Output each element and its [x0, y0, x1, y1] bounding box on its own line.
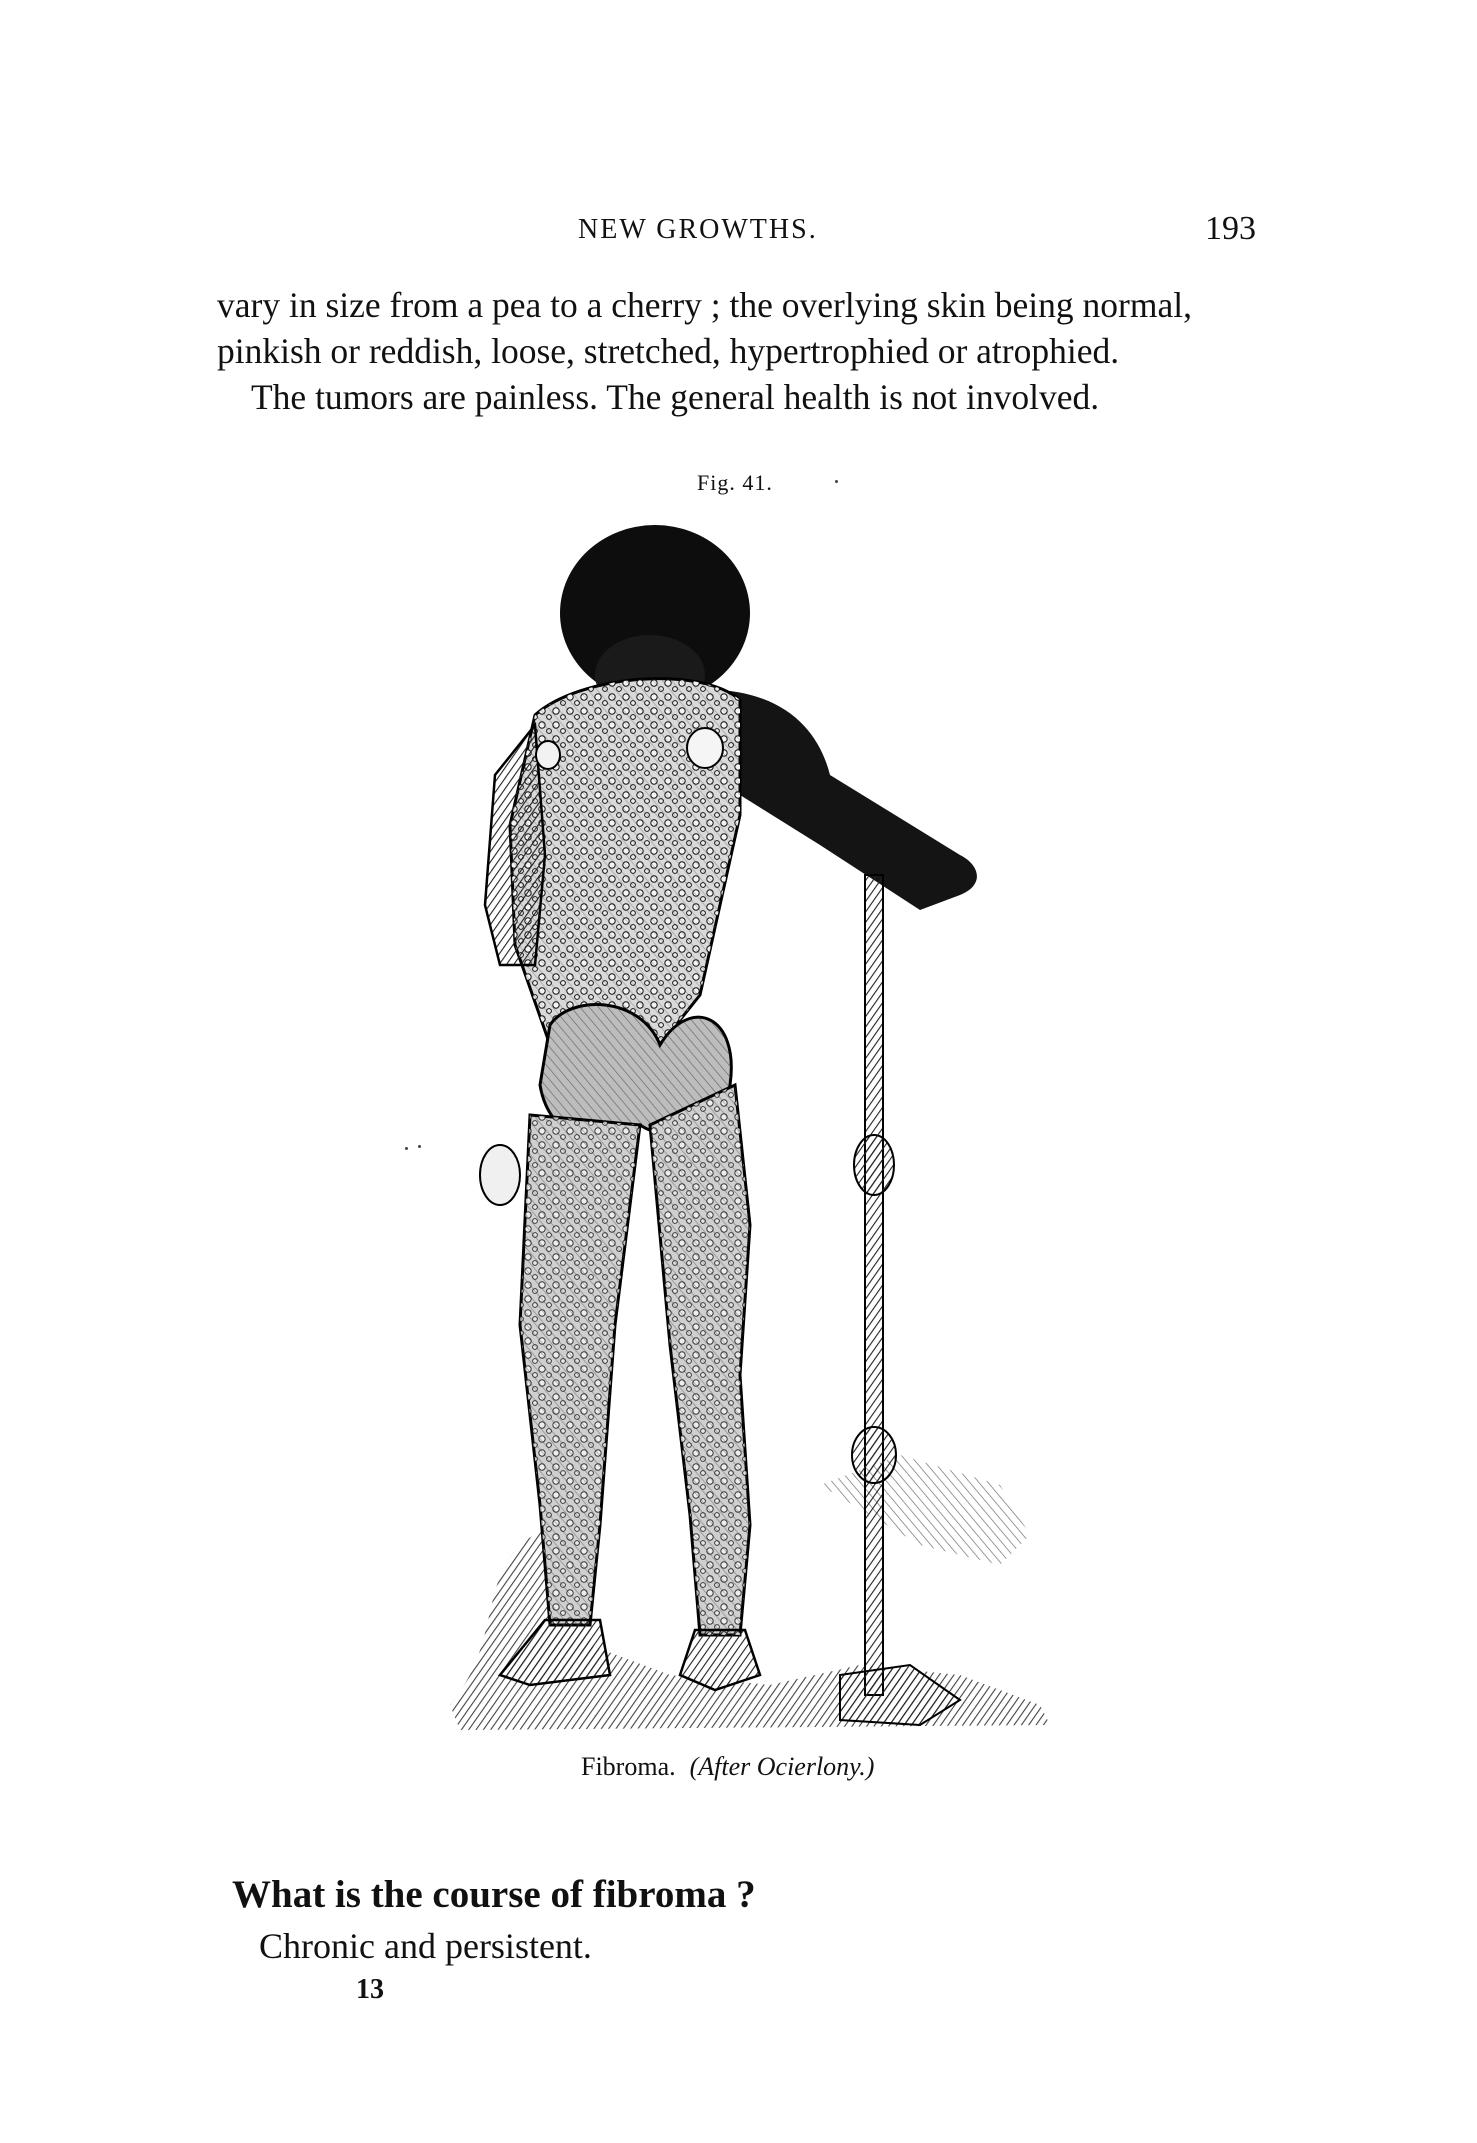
question-heading: What is the course of fibroma ? — [232, 1873, 756, 1916]
print-speck — [405, 1147, 408, 1150]
print-speck — [835, 480, 838, 483]
answer-text: Chronic and persistent. — [259, 1926, 592, 1966]
body-text — [217, 282, 1279, 420]
running-title: NEW GROWTHS. — [578, 214, 818, 245]
body-line: pinkish or reddish, loose, stretched, hypertrophied or atrophied. — [217, 331, 1120, 371]
print-speck — [418, 1145, 421, 1148]
page-number: 193 — [1205, 210, 1256, 247]
figure-caption — [581, 1752, 874, 1782]
running-head — [0, 210, 1477, 254]
figure-label: Fig. 41. — [697, 470, 773, 495]
body-line: The tumors are painless. The general health is not involved. — [251, 377, 1100, 417]
fibroma-engraving — [440, 525, 1060, 1735]
caption-title: Fibroma. — [581, 1752, 676, 1781]
caption-credit: (After Ocierlony.) — [689, 1752, 875, 1781]
signature-mark: 13 — [356, 1974, 384, 2005]
body-line: vary in size from a pea to a cherry ; the overlying skin being normal, — [217, 285, 1192, 325]
